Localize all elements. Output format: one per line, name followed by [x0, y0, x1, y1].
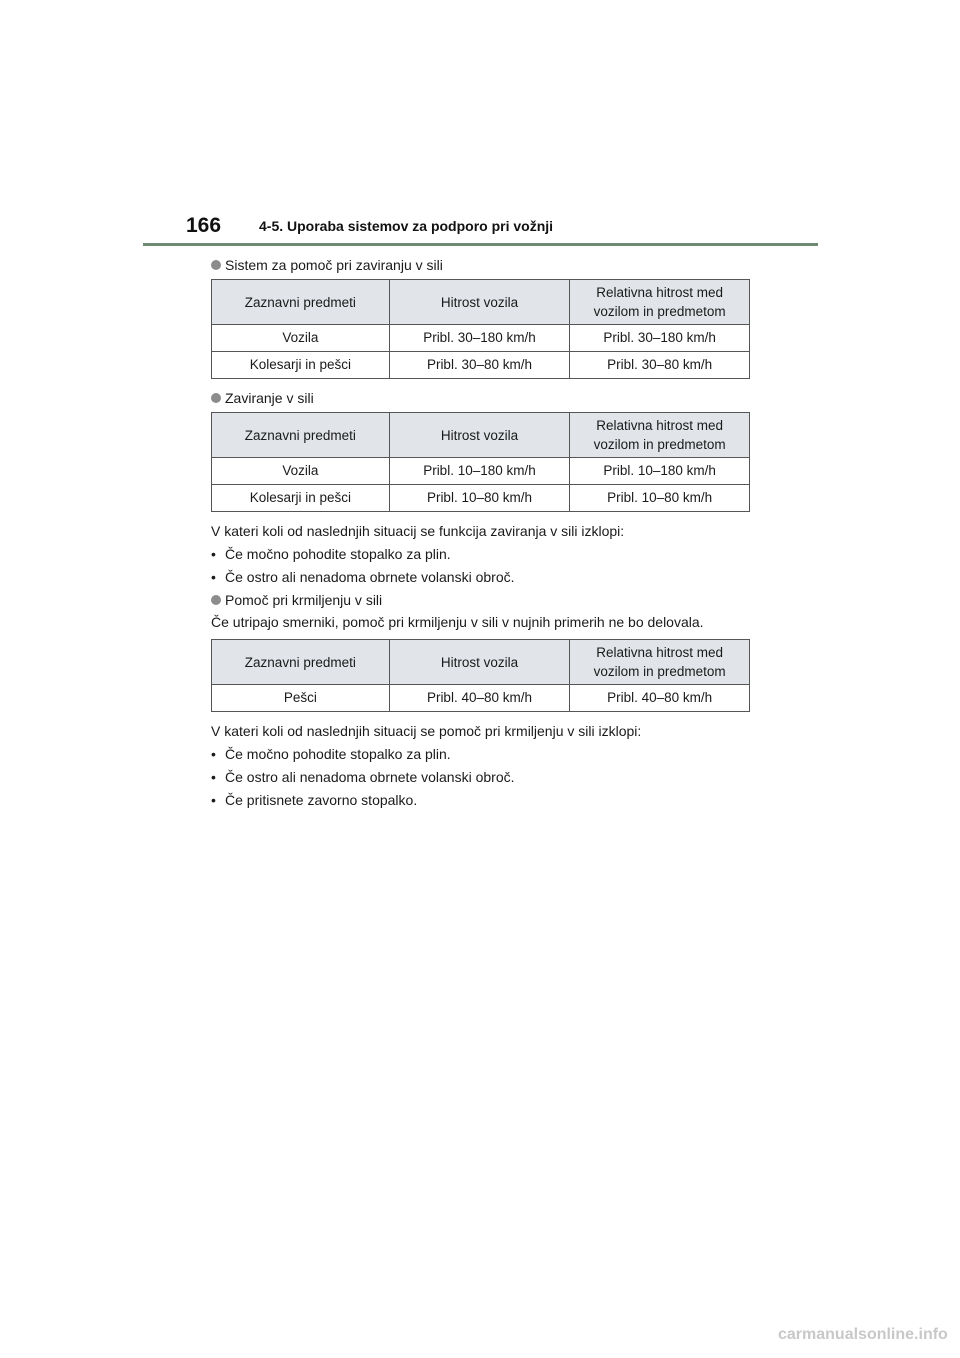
table-header-row — [212, 640, 750, 685]
list-item — [211, 566, 751, 588]
speed-table-emergency-braking — [211, 412, 750, 512]
table-cell: Pribl. 10–180 km/h — [570, 458, 750, 485]
list-item-text: Če močno pohodite stopalko za plin. — [225, 746, 451, 762]
table-cell: Pešci — [212, 685, 390, 712]
table-header-cell: Relativna hitrost med vozilom in predmetom — [570, 640, 750, 685]
list-item — [211, 743, 751, 765]
list-item-text: Če močno pohodite stopalko za plin. — [225, 546, 451, 562]
table-cell: Pribl. 40–80 km/h — [389, 685, 570, 712]
table-cell: Pribl. 30–80 km/h — [570, 352, 750, 379]
list-bullet: • — [211, 792, 216, 808]
table-header-row — [212, 413, 750, 458]
bullet-dot-icon — [211, 260, 221, 270]
page-number: 166 — [186, 214, 222, 237]
steering-deactivation-intro: V kateri koli od naslednjih situacij se pomoč pri krmiljenju v sili izklopi: — [211, 723, 642, 739]
list-bullet: • — [211, 546, 216, 562]
bullet-dot-icon — [211, 595, 221, 605]
table-header-cell: Zaznavni predmeti — [212, 640, 390, 685]
table-header-cell: Hitrost vozila — [389, 640, 570, 685]
heading-text: Zaviranje v sili — [225, 390, 314, 406]
header-rule — [143, 243, 818, 246]
table-row — [212, 685, 750, 712]
list-item-text: Če ostro ali nenadoma obrnete volanski obroč. — [225, 569, 515, 585]
heading-text: Sistem za pomoč pri zaviranju v sili — [225, 257, 443, 273]
watermark: carmanualsonline.info — [778, 1326, 948, 1343]
table-row — [212, 352, 750, 379]
speed-table-steering-assist — [211, 639, 750, 712]
heading-text: Pomoč pri krmiljenju v sili — [225, 592, 383, 608]
steering-note: Če utripajo smerniki, pomoč pri krmiljenju v sili v nujnih primerih ne bo delovala. — [211, 614, 704, 630]
list-item-text: Če pritisnete zavorno stopalko. — [225, 792, 418, 808]
table-cell: Vozila — [212, 325, 390, 352]
table-header-cell: Relativna hitrost med vozilom in predmetom — [570, 413, 750, 458]
section-heading-emergency-brake-assist — [211, 254, 751, 276]
table-cell: Pribl. 10–180 km/h — [389, 458, 570, 485]
table-cell: Pribl. 30–180 km/h — [570, 325, 750, 352]
table-header-cell: Hitrost vozila — [389, 280, 570, 325]
table-header-cell: Relativna hitrost med vozilom in predmetom — [570, 280, 750, 325]
section-heading-emergency-steering-assist — [211, 589, 751, 611]
list-bullet: • — [211, 769, 216, 785]
list-bullet: • — [211, 569, 216, 585]
deactivation-intro: V kateri koli od naslednjih situacij se funkcija zaviranja v sili izklopi: — [211, 523, 625, 539]
table-cell: Kolesarji in pešci — [212, 485, 390, 512]
speed-table-brake-assist — [211, 279, 750, 379]
table-cell: Vozila — [212, 458, 390, 485]
table-cell: Pribl. 10–80 km/h — [570, 485, 750, 512]
table-header-cell: Zaznavni predmeti — [212, 413, 390, 458]
table-cell: Pribl. 40–80 km/h — [570, 685, 750, 712]
table-row — [212, 458, 750, 485]
table-cell: Pribl. 10–80 km/h — [389, 485, 570, 512]
section-title: 4-5. Uporaba sistemov za podporo pri vožnji — [259, 218, 554, 234]
list-bullet: • — [211, 746, 216, 762]
section-heading-emergency-braking — [211, 387, 751, 409]
table-cell: Kolesarji in pešci — [212, 352, 390, 379]
page-content — [211, 254, 751, 812]
list-item — [211, 543, 751, 565]
list-item — [211, 766, 751, 788]
bullet-dot-icon — [211, 393, 221, 403]
table-cell: Pribl. 30–180 km/h — [389, 325, 570, 352]
table-cell: Pribl. 30–80 km/h — [389, 352, 570, 379]
table-row — [212, 485, 750, 512]
table-header-cell: Zaznavni predmeti — [212, 280, 390, 325]
table-header-cell: Hitrost vozila — [389, 413, 570, 458]
table-header-row — [212, 280, 750, 325]
list-item — [211, 789, 751, 811]
table-row — [212, 325, 750, 352]
list-item-text: Če ostro ali nenadoma obrnete volanski obroč. — [225, 769, 515, 785]
